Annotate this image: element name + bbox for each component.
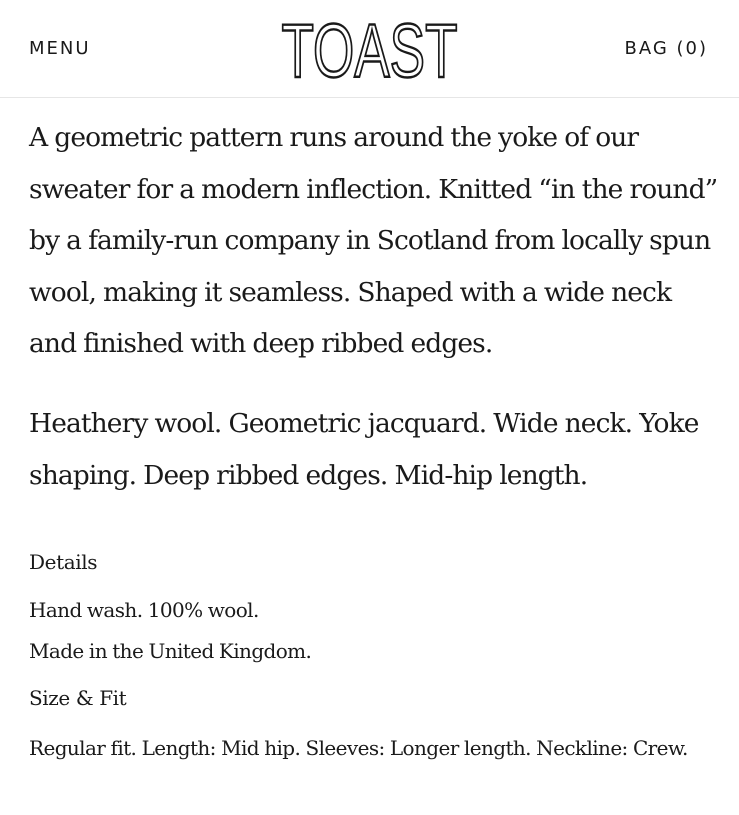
size-fit-text: Regular fit. Length: Mid hip. Sleeves: Longer length. Neckline: Crew. — [29, 736, 688, 761]
details-heading: Details — [29, 550, 98, 575]
site-header — [0, 0, 739, 98]
product-description — [29, 112, 719, 768]
logo-text: TOAST — [281, 9, 458, 94]
details-line-care: Hand wash. 100% wool. — [29, 598, 259, 623]
bag-button[interactable]: BAG (0) — [624, 38, 708, 59]
features-paragraph: Heathery wool. Geometric jacquard. Wide neck. Yoke shaping. Deep ribbed edges. Mid-hip length. — [29, 407, 699, 491]
size-fit-heading: Size & Fit — [29, 686, 127, 711]
details-line-origin: Made in the United Kingdom. — [29, 639, 312, 664]
details-body — [29, 590, 719, 672]
menu-button[interactable]: MENU — [29, 38, 91, 59]
toast-logo[interactable] — [279, 9, 460, 94]
description-paragraph: A geometric pattern runs around the yoke of our sweater for a modern inflection. Knitted “in the round” by a family-run company in Scotland from locally spun wool, making it seamless. Shaped with a wide neck and finished with deep ribbed edges. — [29, 122, 718, 360]
